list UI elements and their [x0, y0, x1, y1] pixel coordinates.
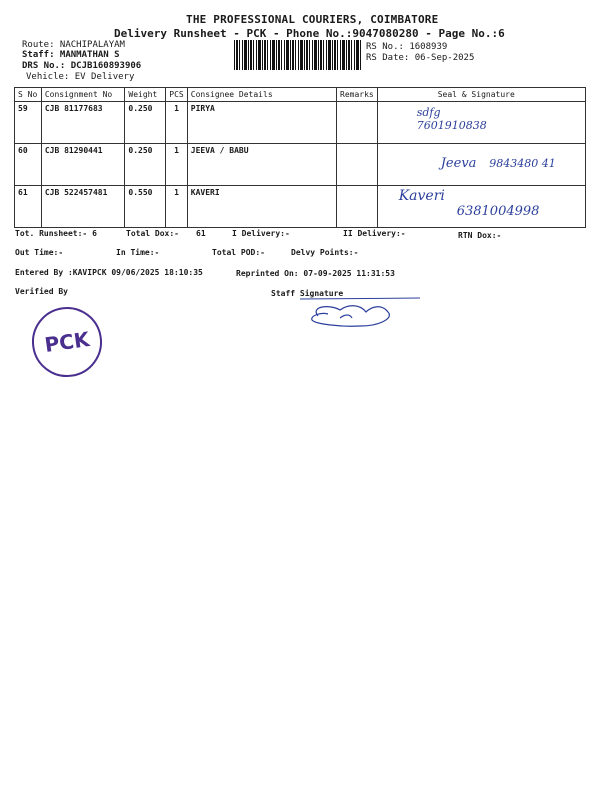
cell-consignee: PIRYA [187, 102, 336, 144]
out-time: Out Time:- [15, 248, 64, 257]
cell-pcs: 1 [166, 144, 187, 186]
table-row [15, 144, 586, 186]
cell-consignment: CJB 81290441 [41, 144, 125, 186]
cell-pcs: 1 [166, 102, 187, 144]
i-delivery: I Delivery:- [232, 229, 290, 238]
tot-runsheet: Tot. Runsheet:- 6 [15, 229, 97, 238]
ii-delivery: II Delivery:- [343, 229, 406, 238]
total-dox-label: Total Dox:- [126, 229, 179, 238]
handwritten-signature: sdfg [416, 106, 441, 119]
cell-weight: 0.550 [125, 186, 166, 228]
pck-stamp [27, 302, 106, 381]
verified-by: Verified By [15, 287, 68, 296]
cell-signature [377, 186, 585, 228]
rs-date-label: RS Date: 06-Sep-2025 [366, 53, 475, 63]
col-consignee: Consignee Details [187, 88, 336, 102]
table-header-row [15, 88, 586, 102]
staff-signature-scribble [300, 296, 425, 332]
delvy-points: Delvy Points:- [291, 248, 359, 257]
cell-sno: 59 [15, 102, 42, 144]
table-row [15, 186, 586, 228]
runsheet-table [14, 87, 586, 228]
cell-sno: 61 [15, 186, 42, 228]
entered-by: Entered By :KAVIPCK 09/06/2025 18:10:35 [15, 268, 203, 277]
cell-signature [377, 102, 585, 144]
vehicle-label: Vehicle: EV Delivery [26, 72, 135, 82]
cell-consignee: JEEVA / BABU [187, 144, 336, 186]
cell-weight: 0.250 [125, 144, 166, 186]
cell-remarks [337, 144, 378, 186]
cell-remarks [337, 102, 378, 144]
total-dox-value: 61 [196, 229, 206, 238]
handwritten-signature: Kaveri [398, 188, 445, 204]
drs-label: DRS No.: DCJB160893906 [22, 61, 142, 71]
company-title: THE PROFESSIONAL COURIERS, COIMBATORE [186, 13, 439, 26]
handwritten-phone: 6381004998 [456, 204, 540, 219]
total-pod: Total POD:- [212, 248, 265, 257]
handwritten-signature: Jeeva [440, 156, 477, 171]
cell-remarks [337, 186, 378, 228]
staff-label: Staff: MANMATHAN S [22, 50, 120, 60]
cell-weight: 0.250 [125, 102, 166, 144]
col-weight: Weight [125, 88, 166, 102]
route-label: Route: NACHIPALAYAM [22, 40, 125, 50]
staff-signature-label: Staff Signature [271, 289, 344, 298]
col-consignment: Consignment No [41, 88, 125, 102]
cell-pcs: 1 [166, 186, 187, 228]
rs-no-label: RS No.: 1608939 [366, 42, 448, 52]
handwritten-phone: 7601910838 [416, 119, 487, 132]
cell-signature [377, 144, 585, 186]
runsheet-subtitle: Delivery Runsheet - PCK - Phone No.:9047080280 - Page No.:6 [114, 27, 505, 40]
barcode [234, 40, 362, 70]
in-time: In Time:- [116, 248, 160, 257]
reprinted-on: Reprinted On: 07-09-2025 11:31:53 [236, 269, 395, 278]
cell-consignment: CJB 522457481 [41, 186, 125, 228]
cell-consignee: KAVERI [187, 186, 336, 228]
handwritten-phone: 9843480 41 [489, 157, 556, 170]
col-sno: S No [15, 88, 42, 102]
col-seal-signature: Seal & Signature [377, 88, 585, 102]
stamp-text: PCK [43, 326, 91, 358]
cell-consignment: CJB 81177683 [41, 102, 125, 144]
col-pcs: PCS [166, 88, 187, 102]
rtn-dox: RTN Dox:- [458, 231, 502, 240]
col-remarks: Remarks [337, 88, 378, 102]
table-row [15, 102, 586, 144]
cell-sno: 60 [15, 144, 42, 186]
